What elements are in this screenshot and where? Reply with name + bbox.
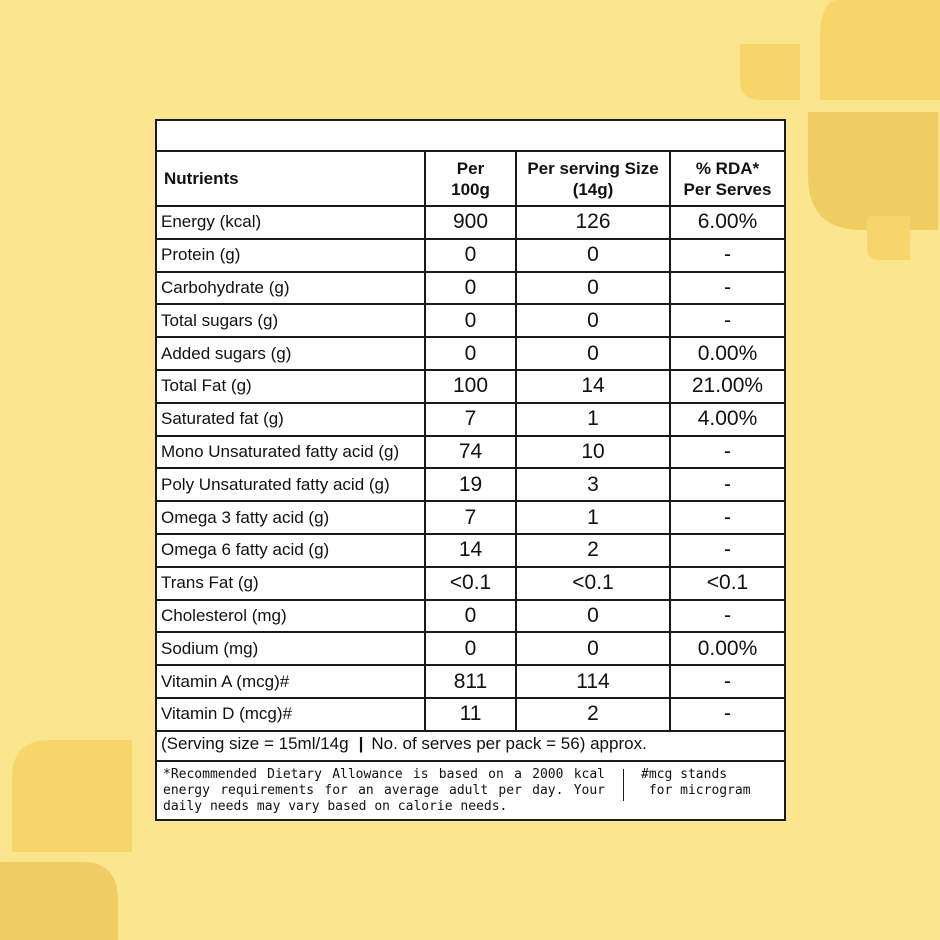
- value-per-serving: 0: [516, 272, 670, 305]
- table-row: [157, 534, 784, 567]
- leaf-shape: [740, 44, 800, 100]
- nutrient-name: Vitamin A (mcg)#: [157, 665, 425, 698]
- table-row: [157, 337, 784, 370]
- value-rda: -: [670, 468, 784, 501]
- value-per-serving: <0.1: [516, 567, 670, 600]
- value-per-serving: 126: [516, 206, 670, 239]
- value-per-100g: 0: [425, 600, 516, 633]
- value-rda: -: [670, 501, 784, 534]
- table-row: [157, 206, 784, 239]
- table-row: [157, 665, 784, 698]
- value-per-serving: 3: [516, 468, 670, 501]
- column-header-nutrients: Nutrients: [157, 152, 425, 206]
- nutrient-name: Energy (kcal): [157, 206, 425, 239]
- nutrient-name: Added sugars (g): [157, 337, 425, 370]
- table-row: [157, 600, 784, 633]
- column-header-per-100g: Per 100g: [425, 152, 516, 206]
- table-header-row: [157, 152, 784, 206]
- value-rda: 0.00%: [670, 337, 784, 370]
- table-row: [157, 304, 784, 337]
- value-rda: -: [670, 534, 784, 567]
- value-rda: -: [670, 665, 784, 698]
- value-per-serving: 1: [516, 501, 670, 534]
- value-rda: -: [670, 304, 784, 337]
- value-rda: <0.1: [670, 567, 784, 600]
- table-row: [157, 370, 784, 403]
- value-per-100g: 0: [425, 632, 516, 665]
- table-row: [157, 403, 784, 436]
- value-per-serving: 0: [516, 600, 670, 633]
- value-rda: -: [670, 272, 784, 305]
- table-row: [157, 436, 784, 469]
- nutrient-name: Omega 3 fatty acid (g): [157, 501, 425, 534]
- value-rda: 4.00%: [670, 403, 784, 436]
- nutrition-table: [157, 152, 784, 732]
- leaf-shape: [0, 862, 118, 940]
- table-row: [157, 239, 784, 272]
- table-row: [157, 468, 784, 501]
- value-rda: -: [670, 600, 784, 633]
- value-rda: -: [670, 436, 784, 469]
- value-per-100g: 811: [425, 665, 516, 698]
- value-per-100g: 0: [425, 337, 516, 370]
- value-per-serving: 0: [516, 632, 670, 665]
- value-per-100g: 0: [425, 304, 516, 337]
- nutrient-name: Mono Unsaturated fatty acid (g): [157, 436, 425, 469]
- value-rda: 6.00%: [670, 206, 784, 239]
- value-per-100g: 19: [425, 468, 516, 501]
- nutrient-name: Trans Fat (g): [157, 567, 425, 600]
- column-header-rda: % RDA* Per Serves: [670, 152, 784, 206]
- nutrient-name: Cholesterol (mg): [157, 600, 425, 633]
- table-row: [157, 632, 784, 665]
- nutrient-name: Omega 6 fatty acid (g): [157, 534, 425, 567]
- value-per-serving: 0: [516, 239, 670, 272]
- value-per-serving: 114: [516, 665, 670, 698]
- leaf-shape: [820, 0, 940, 100]
- value-rda: 21.00%: [670, 370, 784, 403]
- nutrient-name: Total sugars (g): [157, 304, 425, 337]
- value-per-100g: 14: [425, 534, 516, 567]
- value-per-100g: 100: [425, 370, 516, 403]
- value-per-serving: 2: [516, 534, 670, 567]
- nutrient-name: Sodium (mg): [157, 632, 425, 665]
- nutrient-name: Saturated fat (g): [157, 403, 425, 436]
- serving-size-text: (Serving size = 15ml/14g: [161, 734, 349, 753]
- value-per-100g: 74: [425, 436, 516, 469]
- serves-per-pack-text: No. of serves per pack = 56) approx.: [371, 734, 647, 753]
- value-rda: -: [670, 698, 784, 731]
- leaf-shape: [808, 112, 938, 230]
- table-row: [157, 272, 784, 305]
- nutrient-name: Vitamin D (mcg)#: [157, 698, 425, 731]
- value-per-serving: 1: [516, 403, 670, 436]
- value-per-100g: 7: [425, 501, 516, 534]
- serving-separator: |: [358, 734, 364, 753]
- serving-info: [157, 727, 784, 762]
- value-per-serving: 14: [516, 370, 670, 403]
- nutrient-name: Protein (g): [157, 239, 425, 272]
- value-rda: -: [670, 239, 784, 272]
- column-header-per-serving: Per serving Size (14g): [516, 152, 670, 206]
- nutrient-name: Total Fat (g): [157, 370, 425, 403]
- table-row: [157, 567, 784, 600]
- table-row: [157, 698, 784, 731]
- nutrient-name: Poly Unsaturated fatty acid (g): [157, 468, 425, 501]
- value-per-serving: 2: [516, 698, 670, 731]
- value-per-100g: 900: [425, 206, 516, 239]
- value-per-100g: 11: [425, 698, 516, 731]
- value-per-100g: <0.1: [425, 567, 516, 600]
- mcg-note: #mcg stands for microgram: [641, 767, 751, 798]
- value-per-100g: 0: [425, 239, 516, 272]
- value-rda: 0.00%: [670, 632, 784, 665]
- value-per-serving: 10: [516, 436, 670, 469]
- rda-footnote: *Recommended Dietary Allowance is based on a 2000 kcal energy requirements for an average adult per day. Your daily needs may vary based on calorie needs.: [163, 767, 605, 814]
- value-per-100g: 0: [425, 272, 516, 305]
- nutrient-name: Carbohydrate (g): [157, 272, 425, 305]
- leaf-shape: [867, 216, 910, 260]
- header-strip: [157, 121, 784, 152]
- value-per-serving: 0: [516, 304, 670, 337]
- table-row: [157, 501, 784, 534]
- leaf-shape: [12, 740, 132, 852]
- value-per-100g: 7: [425, 403, 516, 436]
- footnote-divider: [623, 769, 624, 801]
- nutrition-facts-panel: [155, 119, 786, 821]
- value-per-serving: 0: [516, 337, 670, 370]
